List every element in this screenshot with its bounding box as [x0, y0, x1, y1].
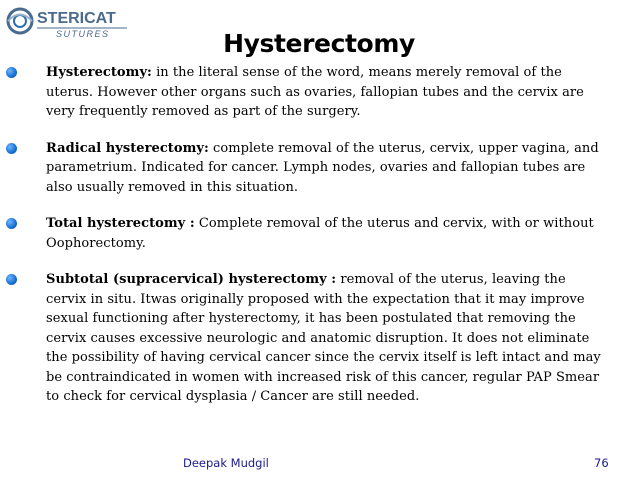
bullet-text: complete removal of the uterus, cervix, upper vagina, and parametrium. Indicated for cancer. Lymph nodes, ovaries and fallopian tubes are also usually removed in this situation. [46, 140, 599, 195]
blue-sphere-bullet-icon [6, 67, 17, 78]
svg-text:SUTURES: SUTURES [56, 29, 110, 39]
page-number: 76 [594, 456, 609, 470]
bullet-term: Total hysterectomy : [46, 216, 195, 231]
bullet-term: Subtotal (supracervical) hysterectomy : [46, 272, 337, 287]
blue-sphere-bullet-icon [6, 143, 17, 154]
slide-title: Hysterectomy [223, 29, 415, 58]
bullet-item-radical-hysterectomy [6, 139, 606, 198]
svg-text:STERICAT: STERICAT [37, 10, 116, 27]
footer-author: Deepak Mudgil [183, 456, 269, 470]
bullet-text: in the literal sense of the word, means merely removal of the uterus. However other organs such as ovaries, fallopian tubes and the cervix are very frequently removed as part of the surgery. [46, 65, 584, 119]
bullet-item-subtotal-hysterectomy [6, 270, 606, 407]
bullet-text: removal of the uterus, leaving the cervix in situ. Itwas originally proposed with the expectation that it may improve sexual functioning after hysterectomy, it has been postulated that removing the cervix causes excessive neurologic and anatomic disruption. It does not eliminate the possibility of having cervical cancer since the cervix itself is left intact and may be contraindicated in women with increased risk of this cancer, regular PAP Smear to check for cervical dysplasia / Cancer are still needed. [46, 272, 601, 404]
blue-sphere-bullet-icon [6, 274, 17, 285]
bullet-item-hysterectomy [6, 63, 606, 122]
bullet-term: Radical hysterectomy: [46, 140, 209, 156]
blue-sphere-bullet-icon [6, 218, 17, 229]
bullet-list [6, 63, 606, 407]
bullet-item-total-hysterectomy [6, 214, 606, 253]
bullet-text: Complete removal of the uterus and cervix, with or without Oophorectomy. [46, 216, 594, 251]
bullet-term: Hysterectomy: [46, 65, 152, 80]
